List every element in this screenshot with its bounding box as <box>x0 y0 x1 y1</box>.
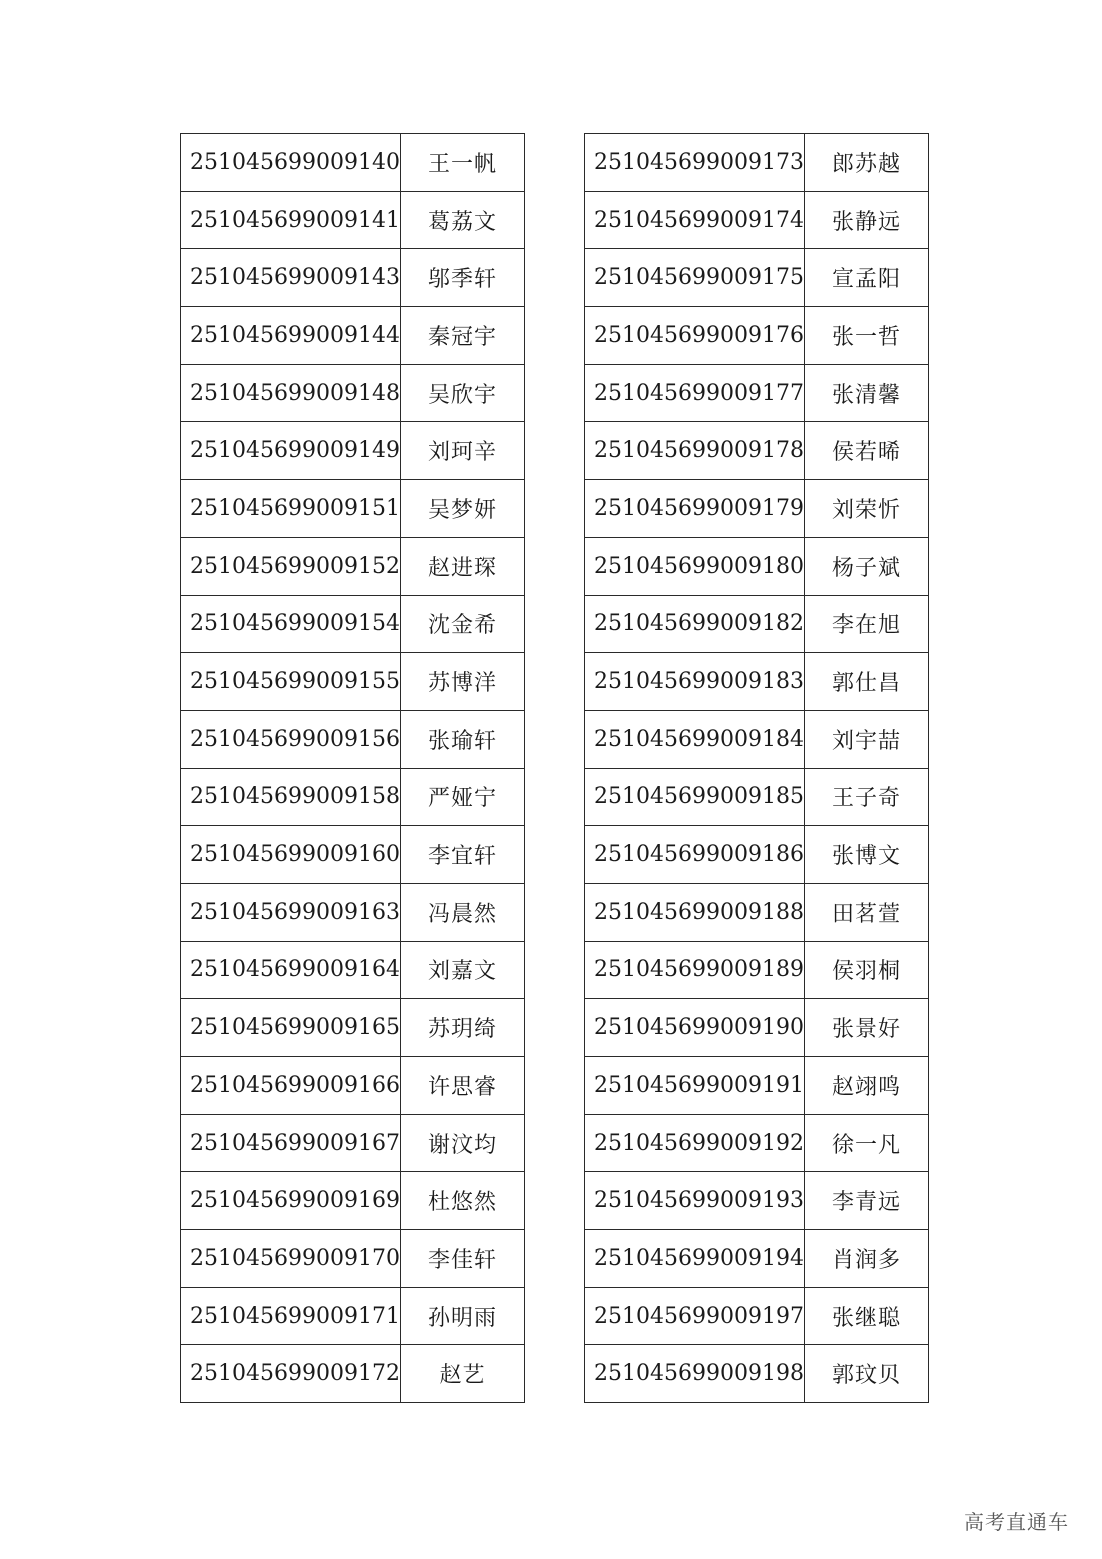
candidate-name-cell: 苏玥绮 <box>400 999 524 1057</box>
candidate-name-cell: 张博文 <box>804 826 928 884</box>
candidate-name-cell: 张瑜轩 <box>400 710 524 768</box>
table-row <box>181 480 525 538</box>
table-row <box>181 999 525 1057</box>
candidate-name-cell: 杨子斌 <box>804 537 928 595</box>
table-row <box>181 1114 525 1172</box>
candidate-name-cell: 李青远 <box>804 1172 928 1230</box>
candidate-id-cell: 251045699009148 <box>181 364 401 422</box>
candidate-name-cell: 张景好 <box>804 999 928 1057</box>
table-row <box>585 999 929 1057</box>
candidate-name-cell: 张静远 <box>804 191 928 249</box>
candidate-id-cell: 251045699009192 <box>585 1114 805 1172</box>
candidate-id-cell: 251045699009197 <box>585 1287 805 1345</box>
table-row <box>181 768 525 826</box>
candidate-name-cell: 李宜轩 <box>400 826 524 884</box>
table-row <box>585 1057 929 1115</box>
candidate-id-cell: 251045699009175 <box>585 249 805 307</box>
candidate-id-cell: 251045699009193 <box>585 1172 805 1230</box>
candidate-id-cell: 251045699009155 <box>181 653 401 711</box>
roster-table-right-body <box>585 134 929 1403</box>
candidate-name-cell: 苏博洋 <box>400 653 524 711</box>
candidate-id-cell: 251045699009184 <box>585 710 805 768</box>
candidate-name-cell: 王一帆 <box>400 134 524 192</box>
table-row <box>181 710 525 768</box>
table-row <box>585 883 929 941</box>
candidate-id-cell: 251045699009143 <box>181 249 401 307</box>
table-row <box>585 249 929 307</box>
candidate-id-cell: 251045699009160 <box>181 826 401 884</box>
candidate-id-cell: 251045699009149 <box>181 422 401 480</box>
table-row <box>181 134 525 192</box>
table-row <box>585 653 929 711</box>
candidate-id-cell: 251045699009144 <box>181 307 401 365</box>
candidate-id-cell: 251045699009140 <box>181 134 401 192</box>
candidate-id-cell: 251045699009169 <box>181 1172 401 1230</box>
candidate-name-cell: 冯晨然 <box>400 883 524 941</box>
candidate-id-cell: 251045699009179 <box>585 480 805 538</box>
candidate-name-cell: 张继聪 <box>804 1287 928 1345</box>
table-row <box>585 307 929 365</box>
candidate-name-cell: 王子奇 <box>804 768 928 826</box>
candidate-id-cell: 251045699009194 <box>585 1230 805 1288</box>
table-row <box>181 1057 525 1115</box>
table-row <box>181 1345 525 1403</box>
table-row <box>585 422 929 480</box>
table-row <box>181 1172 525 1230</box>
candidate-id-cell: 251045699009163 <box>181 883 401 941</box>
candidate-id-cell: 251045699009198 <box>585 1345 805 1403</box>
table-row <box>585 595 929 653</box>
candidate-name-cell: 徐一凡 <box>804 1114 928 1172</box>
candidate-name-cell: 刘宇喆 <box>804 710 928 768</box>
candidate-name-cell: 吴欣宇 <box>400 364 524 422</box>
table-row <box>181 307 525 365</box>
candidate-id-cell: 251045699009171 <box>181 1287 401 1345</box>
candidate-id-cell: 251045699009165 <box>181 999 401 1057</box>
candidate-name-cell: 侯若晞 <box>804 422 928 480</box>
table-row <box>585 1114 929 1172</box>
candidate-name-cell: 邬季轩 <box>400 249 524 307</box>
candidate-name-cell: 杜悠然 <box>400 1172 524 1230</box>
candidate-id-cell: 251045699009152 <box>181 537 401 595</box>
table-row <box>181 1230 525 1288</box>
candidate-name-cell: 刘珂辛 <box>400 422 524 480</box>
candidate-id-cell: 251045699009180 <box>585 537 805 595</box>
candidate-name-cell: 李在旭 <box>804 595 928 653</box>
table-row <box>181 653 525 711</box>
candidate-id-cell: 251045699009183 <box>585 653 805 711</box>
candidate-name-cell: 孙明雨 <box>400 1287 524 1345</box>
table-row <box>181 826 525 884</box>
candidate-id-cell: 251045699009178 <box>585 422 805 480</box>
candidate-name-cell: 郭玟贝 <box>804 1345 928 1403</box>
candidate-id-cell: 251045699009156 <box>181 710 401 768</box>
candidate-name-cell: 田茗萱 <box>804 883 928 941</box>
table-row <box>585 1172 929 1230</box>
table-row <box>585 364 929 422</box>
candidate-name-cell: 赵翊鸣 <box>804 1057 928 1115</box>
table-row <box>181 537 525 595</box>
candidate-name-cell: 谢汶均 <box>400 1114 524 1172</box>
roster-table-left-body <box>181 134 525 1403</box>
roster-table-right <box>584 133 929 1403</box>
table-row <box>181 1287 525 1345</box>
candidate-name-cell: 李佳轩 <box>400 1230 524 1288</box>
candidate-name-cell: 肖润多 <box>804 1230 928 1288</box>
table-row <box>181 249 525 307</box>
candidate-name-cell: 侯羽桐 <box>804 941 928 999</box>
candidate-id-cell: 251045699009154 <box>181 595 401 653</box>
roster-table-left <box>180 133 525 1403</box>
candidate-id-cell: 251045699009170 <box>181 1230 401 1288</box>
candidate-id-cell: 251045699009151 <box>181 480 401 538</box>
candidate-name-cell: 张清馨 <box>804 364 928 422</box>
candidate-id-cell: 251045699009167 <box>181 1114 401 1172</box>
candidate-name-cell: 刘荣忻 <box>804 480 928 538</box>
table-row <box>585 191 929 249</box>
table-row <box>181 422 525 480</box>
candidate-id-cell: 251045699009185 <box>585 768 805 826</box>
table-row <box>585 1230 929 1288</box>
candidate-id-cell: 251045699009189 <box>585 941 805 999</box>
candidate-id-cell: 251045699009188 <box>585 883 805 941</box>
table-row <box>181 883 525 941</box>
candidate-id-cell: 251045699009191 <box>585 1057 805 1115</box>
candidate-id-cell: 251045699009158 <box>181 768 401 826</box>
candidate-name-cell: 张一哲 <box>804 307 928 365</box>
table-row <box>181 941 525 999</box>
candidate-id-cell: 251045699009166 <box>181 1057 401 1115</box>
table-row <box>585 826 929 884</box>
table-row <box>585 1345 929 1403</box>
candidate-id-cell: 251045699009164 <box>181 941 401 999</box>
candidate-name-cell: 赵进琛 <box>400 537 524 595</box>
candidate-name-cell: 宣孟阳 <box>804 249 928 307</box>
candidate-id-cell: 251045699009174 <box>585 191 805 249</box>
table-row <box>585 768 929 826</box>
candidate-id-cell: 251045699009173 <box>585 134 805 192</box>
candidate-name-cell: 秦冠宇 <box>400 307 524 365</box>
candidate-id-cell: 251045699009182 <box>585 595 805 653</box>
table-row <box>181 595 525 653</box>
table-row <box>585 537 929 595</box>
table-row <box>585 941 929 999</box>
candidate-id-cell: 251045699009177 <box>585 364 805 422</box>
table-row <box>585 1287 929 1345</box>
table-row <box>585 480 929 538</box>
table-row <box>181 191 525 249</box>
candidate-name-cell: 郭仕昌 <box>804 653 928 711</box>
candidate-id-cell: 251045699009190 <box>585 999 805 1057</box>
candidate-name-cell: 赵艺 <box>400 1345 524 1403</box>
candidate-id-cell: 251045699009141 <box>181 191 401 249</box>
candidate-name-cell: 许思睿 <box>400 1057 524 1115</box>
candidate-name-cell: 严娅宁 <box>400 768 524 826</box>
candidate-id-cell: 251045699009176 <box>585 307 805 365</box>
candidate-name-cell: 郎苏越 <box>804 134 928 192</box>
candidate-id-cell: 251045699009172 <box>181 1345 401 1403</box>
table-row <box>585 710 929 768</box>
candidate-id-cell: 251045699009186 <box>585 826 805 884</box>
table-row <box>181 364 525 422</box>
candidate-name-cell: 刘嘉文 <box>400 941 524 999</box>
watermark-text: 高考直通车 <box>964 1510 1069 1534</box>
candidate-name-cell: 葛荔文 <box>400 191 524 249</box>
candidate-name-cell: 吴梦妍 <box>400 480 524 538</box>
candidate-name-cell: 沈金希 <box>400 595 524 653</box>
table-row <box>585 134 929 192</box>
